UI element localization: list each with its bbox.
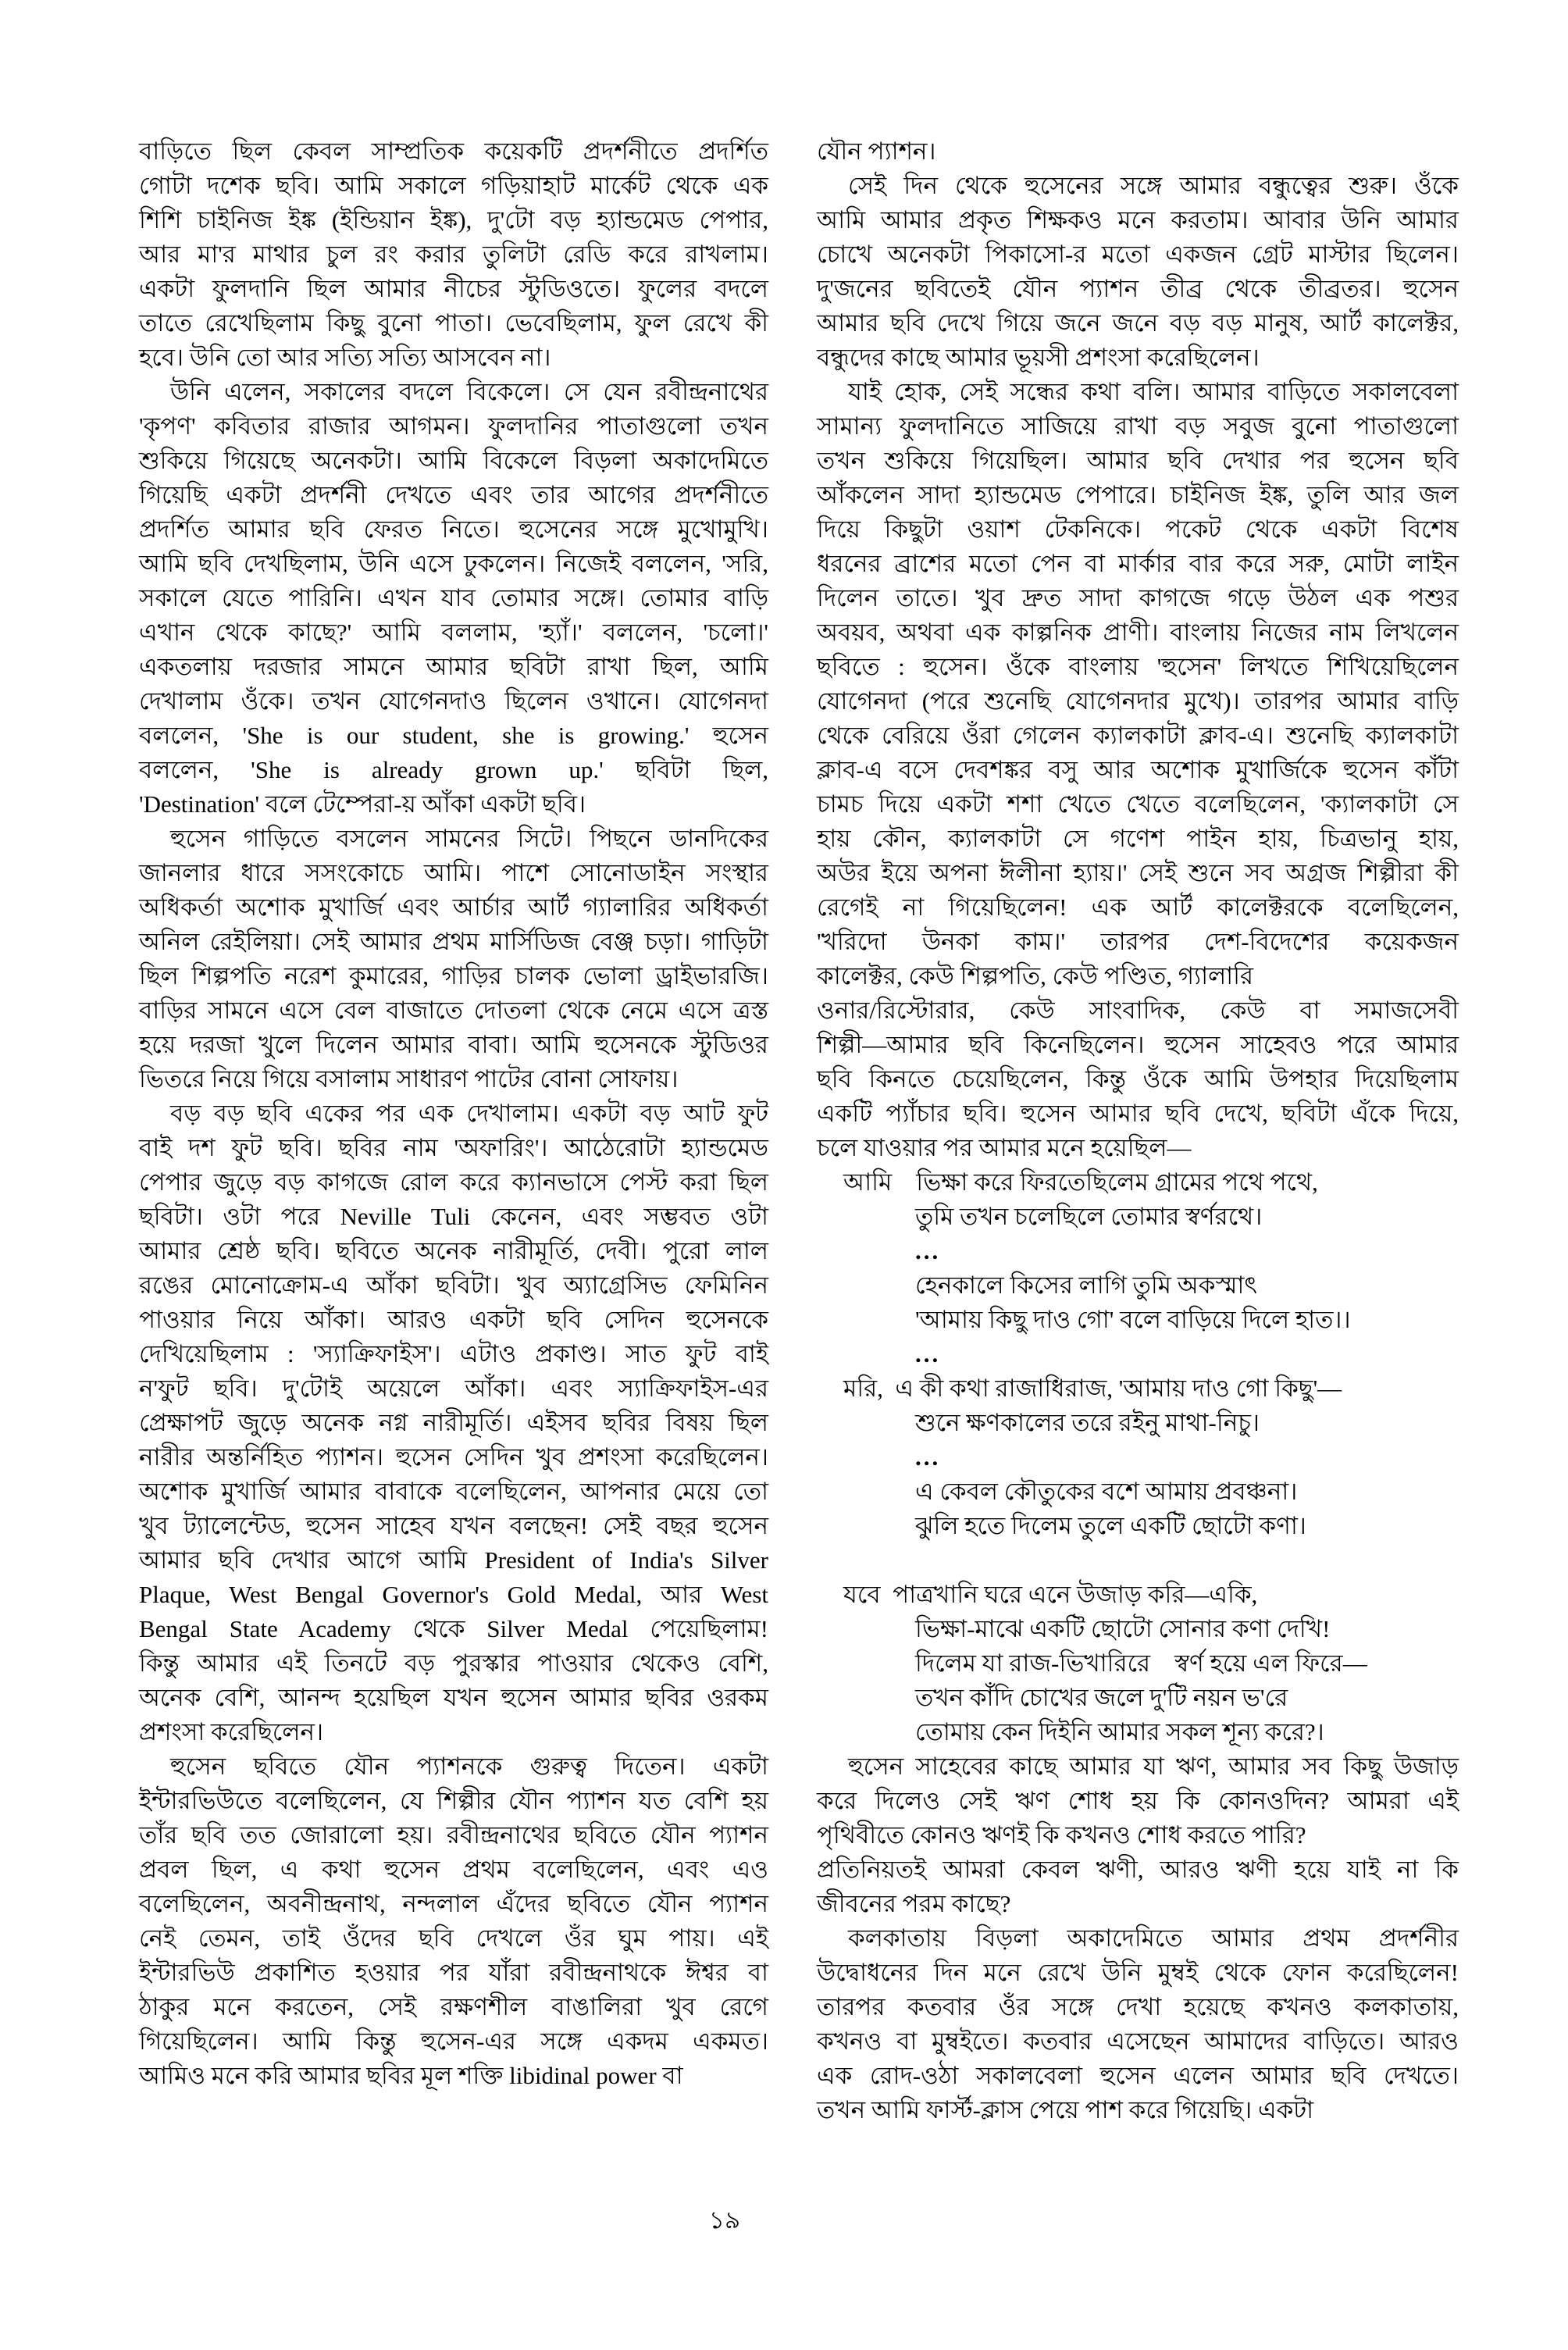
text-line: 'খরিদো উনকা কাম।' তারপর দেশ-বিদেশের কয়েকজন (817, 928, 1459, 955)
text-line: নারীর অন্তর্নিহিত প্যাশন। হুসেন সেদিন খুব প্রশংসা করেছিলেন। (139, 1443, 768, 1471)
stanza-spacer (817, 1543, 1459, 1578)
text-line: দেখিয়েছিলাম : 'স্যাক্রিফাইস'। এটাও প্রকাণ্ড। সাত ফুট বাই (139, 1340, 768, 1368)
text-line: ... (915, 1340, 941, 1368)
text-line: অনেক বেশি, আনন্দ হয়েছিল যখন হুসেন আমার ছবির ওরকম (139, 1684, 768, 1711)
text-line: বড় বড় ছবি একের পর এক দেখালাম। একটা বড় আট ফুট (170, 1100, 768, 1127)
text-line: তারপর কতবার ওঁর সঙ্গে দেখা হয়েছে কখনও কলকাতায়, (817, 1993, 1459, 2020)
text-line: মরি, এ কী কথা রাজাধিরাজ, 'আমায় দাও গো কিছু'— (843, 1375, 1342, 1402)
text-line: প্রেক্ষাপট জুড়ে অনেক নগ্ন নারীমূর্তি। এইসব ছবির বিষয় ছিল (139, 1409, 768, 1436)
text-line: 'আমায় কিছু দাও গো' বলে বাড়িয়ে দিলে হাত।। (915, 1306, 1351, 1333)
text-line: ... (915, 1237, 941, 1264)
text-line: Bengal State Academy থেকে Silver Medal পেয়েছিলাম! (139, 1615, 768, 1642)
text-line: চলে যাওয়ার পর আমার মনে হয়েছিল— (817, 1134, 1192, 1161)
text-line: দিয়ে কিছুটা ওয়াশ টেকনিকে। পকেট থেকে একটা বিশেষ (817, 515, 1459, 543)
text-line: পেপার জুড়ে বড় কাগজে রোল করে ক্যানভাসে পেস্ট করা ছিল (139, 1168, 768, 1196)
text-line: সকালে যেতে পারিনি। এখন যাব তোমার সঙ্গে। তোমার বাড়ি (139, 584, 768, 612)
text-line: আমি আমার প্রকৃত শিক্ষকও মনে করতাম। আবার উনি আমার (817, 206, 1459, 234)
text-line: থেকে বেরিয়ে ওঁরা গেলেন ক্যালকাটা ক্লাব-এ। শুনেছি ক্যালকাটা (817, 722, 1459, 749)
text-line: তুমি তখন চলেছিলে তোমার স্বর্ণরথে। (915, 1203, 1263, 1230)
text-line: অশোক মুখার্জি আমার বাবাকে বলেছিলেন, আপনার মেয়ে তো (139, 1478, 768, 1505)
text-line: আঁকলেন সাদা হ্যান্ডমেড পেপারে। চাইনিজ ইঙ্ক, তুলি আর জল (817, 481, 1459, 508)
text-column-left (139, 134, 768, 2093)
text-line: নেই তেমন, তাই ওঁদের ছবি দেখলে ওঁর ঘুম পায়। এই (139, 1924, 768, 1952)
text-line: শিল্পী—আমার ছবি কিনেছিলেন। হুসেন সাহেবও পরে আমার (817, 1031, 1459, 1058)
text-line: পাওয়ার নিয়ে আঁকা। আরও একটা ছবি সেদিন হুসেনকে (139, 1306, 768, 1333)
text-line: উনি এলেন, সকালের বদলে বিকেলে। সে যেন রবীন্দ্রনাথের (170, 378, 768, 405)
text-line: Plaque, West Bengal Governor's Gold Medal, আর West (139, 1581, 768, 1608)
text-line: দিলেন তাতে। খুব দ্রুত সাদা কাগজে গড়ে উঠল এক পশুর (817, 584, 1459, 612)
text-line: এ কেবল কৌতুকের বশে আমায় প্রবঞ্চনা। (915, 1478, 1298, 1505)
text-line: যৌন প্যাশন। (817, 137, 936, 165)
text-line: এক রোদ-ওঠা সকালবেলা হুসেন এলেন আমার ছবি দেখতে। (817, 2062, 1459, 2089)
text-line: ন'ফুট ছবি। দু'টোই অয়েলে আঁকা। এবং স্যাক্রিফাইস-এর (139, 1375, 768, 1402)
text-column-right (817, 134, 1459, 2127)
text-line: গোটা দশেক ছবি। আমি সকালে গড়িয়াহাট মার্কেট থেকে এক (139, 172, 768, 199)
text-line: হয়ে দরজা খুলে দিলেন আমার বাবা। আমি হুসেনকে স্টুডিওর (139, 1031, 768, 1058)
text-line: শুকিয়ে গিয়েছে অনেকটা। আমি বিকেলে বিড়লা অকাদেমিতে (139, 447, 768, 474)
text-line: বন্ধুদের কাছে আমার ভূয়সী প্রশংসা করেছিলেন। (817, 344, 1260, 371)
text-line: যোগেনদা (পরে শুনেছি যোগেনদার মুখে)। তারপর আমার বাড়ি (817, 687, 1459, 715)
text-line: আমি ছবি দেখছিলাম, উনি এসে ঢুকলেন। নিজেই বললেন, 'সরি, (139, 550, 768, 577)
text-line: তোমায় কেন দিইনি আমার সকল শূন্য করে?। (915, 1718, 1324, 1746)
text-line: একটা ফুলদানি ছিল আমার নীচের স্টুডিওতে। ফুলের বদলে (139, 275, 768, 302)
text-line: জীবনের পরম কাছে? (817, 1890, 1011, 1917)
text-line: বলেছিলেন, অবনীন্দ্রনাথ, নন্দলাল এঁদের ছবিতে যৌন প্যাশন (139, 1890, 768, 1917)
text-line: পৃথিবীতে কোনও ঋণই কি কখনও শোধ করতে পারি? (817, 1821, 1306, 1849)
text-line: প্রশংসা করেছিলেন। (139, 1718, 324, 1746)
text-line: তখন কাঁদি চোখের জলে দু'টি নয়ন ভ'রে (915, 1684, 1288, 1711)
text-line: গিয়েছিলেন। আমি কিন্তু হুসেন-এর সঙ্গে একদম একমত। (139, 2027, 768, 2055)
text-line: হায় কৌন, ক্যালকাটা সে গণেশ পাইন হায়, চিত্রভানু হায়, (817, 825, 1459, 852)
text-line: বললেন, 'She is already grown up.' ছবিটা ছিল, (139, 756, 768, 783)
text-line: হবে। উনি তো আর সত্যি সত্যি আসবেন না। (139, 344, 551, 371)
text-line: শুনে ক্ষণকালের তরে রইনু মাথা-নিচু। (915, 1409, 1260, 1436)
text-line: ছবিটা। ওটা পরে Neville Tuli কেনেন, এবং সম্ভবত ওটা (139, 1203, 768, 1230)
text-line: আমি ভিক্ষা করে ফিরতেছিলেম গ্রামের পথে পথে, (843, 1168, 1318, 1196)
text-line: 'Destination' বলে টেম্পেরা-য় আঁকা একটা ছবি। (139, 790, 586, 818)
text-line: তাঁর ছবি তত জোরালো হয়। রবীন্দ্রনাথের ছবিতে যৌন প্যাশন (139, 1821, 768, 1849)
text-line: সামান্য ফুলদানিতে সাজিয়ে রাখা বড় সবুজ বুনো পাতাগুলো (817, 412, 1459, 440)
text-line: অধিকর্তা অশোক মুখার্জি এবং আর্চার আর্ট গ্যালারির অধিকর্তা (139, 893, 768, 921)
text-line: রঙের মোনোক্রোম-এ আঁকা ছবিটা। খুব অ্যাগ্রেসিভ ফেমিনিন (139, 1271, 768, 1299)
text-line: হুসেন ছবিতে যৌন প্যাশনকে গুরুত্ব দিতেন। একটা (170, 1753, 768, 1780)
text-line: একতলায় দরজার সামনে আমার ছবিটা রাখা ছিল, আমি (139, 653, 768, 680)
text-line: বললেন, 'She is our student, she is growing.' হুসেন (139, 722, 768, 749)
text-line: ওনার/রিস্টোরার, কেউ সাংবাদিক, কেউ বা সমাজসেবী (817, 997, 1459, 1024)
text-line: চোখে অনেকটা পিকাসো-র মতো একজন গ্রেট মাস্টার ছিলেন। (817, 241, 1459, 268)
text-line: দিলেম যা রাজ-ভিখারিরে স্বর্ণ হয়ে এল ফিরে— (915, 1649, 1367, 1677)
text-line: আমার ছবি দেখে গিয়ে জনে জনে বড় বড় মানুষ, আর্ট কালেক্টর, (817, 309, 1459, 337)
text-line: ভিতরে নিয়ে গিয়ে বসালাম সাধারণ পাটের বোনা সোফায়। (139, 1065, 679, 1093)
text-line: আর মা'র মাথার চুল রং করার তুলিটা রেডি করে রাখলাম। (139, 241, 768, 268)
text-line: ধরনের ব্রাশের মতো পেন বা মার্কার বার করে সরু, মোটা লাইন (817, 550, 1459, 577)
text-line: আমিও মনে করি আমার ছবির মূল শক্তি libidinal power বা (139, 2062, 683, 2089)
text-line: কিন্তু আমার এই তিনটে বড় পুরস্কার পাওয়ার থেকেও বেশি, (139, 1649, 768, 1677)
text-line: কলকাতায় বিড়লা অকাদেমিতে আমার প্রথম প্রদর্শনীর (848, 1924, 1459, 1952)
text-line: ক্লাব-এ বসে দেবশঙ্কর বসু আর অশোক মুখার্জিকে হুসেন কাঁটা (817, 756, 1459, 783)
text-line: করে দিলেও সেই ঋণ শোধ হয় কি কোনওদিন? আমরা এই (817, 1787, 1459, 1814)
text-line: প্রবল ছিল, এ কথা হুসেন প্রথম বলেছিলেন, এবং এও (139, 1856, 768, 1883)
text-line: ইন্টারভিউতে বলেছিলেন, যে শিল্পীর যৌন প্যাশন যত বেশি হয় (139, 1787, 768, 1814)
text-line: অউর ইয়ে অপনা ঈলীনা হ্যায়।' সেই শুনে সব অগ্রজ শিল্পীরা কী (817, 859, 1459, 886)
text-line: জানলার ধারে সসংকোচে আমি। পাশে সোনোডাইন সংস্থার (139, 859, 768, 886)
text-line: গিয়েছি একটা প্রদর্শনী দেখতে এবং তার আগের প্রদর্শনীতে (139, 481, 768, 508)
text-line: এখান থেকে কাছে?' আমি বললাম, 'হ্যাঁ।' বললেন, 'চলো।' (139, 619, 768, 646)
text-line: ঠাকুর মনে করতেন, সেই রক্ষণশীল বাঙালিরা খুব রেগে (139, 1993, 768, 2020)
text-line: ঝুলি হতে দিলেম তুলে একটি ছোটো কণা। (915, 1512, 1306, 1539)
text-line: তাতে রেখেছিলাম কিছু বুনো পাতা। ভেবেছিলাম, ফুল রেখে কী (139, 309, 768, 337)
text-line: ভিক্ষা-মাঝে একটি ছোটো সোনার কণা দেখি! (915, 1615, 1331, 1642)
text-line: বাড়িতে ছিল কেবল সাম্প্রতিক কয়েকটি প্রদর্শনীতে প্রদর্শিত (139, 137, 768, 165)
text-line: দু'জনের ছবিতেই যৌন প্যাশন তীব্র থেকে তীব্রতর। হুসেন (817, 275, 1459, 302)
text-line: আমার ছবি দেখার আগে আমি President of India's Silver (139, 1546, 768, 1574)
text-line: আমার শ্রেষ্ঠ ছবি। ছবিতে অনেক নারীমূর্তি, দেবী। পুরো লাল (139, 1237, 768, 1264)
text-line: ইন্টারভিউ প্রকাশিত হওয়ার পর যাঁরা রবীন্দ্রনাথকে ঈশ্বর বা (139, 1959, 768, 1986)
text-line: অনিল রেইলিয়া। সেই আমার প্রথম মার্সিডিজ বেঞ্জ চড়া। গাড়িটা (139, 928, 768, 955)
text-line: হুসেন সাহেবের কাছে আমার যা ঋণ, আমার সব কিছু উজাড় (848, 1753, 1459, 1780)
text-line: তখন শুকিয়ে গিয়েছিল। আমার ছবি দেখার পর হুসেন ছবি (817, 447, 1459, 474)
text-line: ছবিতে : হুসেন। ওঁকে বাংলায় 'হুসেন' লিখতে শিখিয়েছিলেন (817, 653, 1459, 680)
text-line: হেনকালে কিসের লাগি তুমি অকস্মাৎ (915, 1271, 1257, 1299)
text-line: ছিল শিল্পপতি নরেশ কুমারের, গাড়ির চালক ভোলা ড্রাইভারজি। (139, 962, 768, 990)
text-line: চামচ দিয়ে একটা শশা খেতে খেতে বলেছিলেন, 'ক্যালকাটা সে (817, 790, 1459, 818)
text-line: শিশি চাইনিজ ইঙ্ক (ইন্ডিয়ান ইঙ্ক), দু'টো বড় হ্যান্ডমেড পেপার, (139, 206, 768, 234)
text-line: ... (915, 1443, 941, 1471)
text-line: প্রদর্শিত আমার ছবি ফেরত নিতে। হুসেনের সঙ্গে মুখোমুখি। (139, 515, 768, 543)
text-line: বাড়ির সামনে এসে বেল বাজাতে দোতলা থেকে নেমে এসে ত্রস্ত (139, 997, 768, 1024)
text-line: যাই হোক, সেই সন্ধের কথা বলি। আমার বাড়িতে সকালবেলা (848, 378, 1459, 405)
text-line: হুসেন গাড়িতে বসলেন সামনের সিটে। পিছনে ডানদিকের (170, 825, 768, 852)
text-line: একটি প্যাঁচার ছবি। হুসেন আমার ছবি দেখে, ছবিটা এঁকে দিয়ে, (817, 1100, 1459, 1127)
text-line: দেখালাম ওঁকে। তখন যোগেনদাও ছিলেন ওখানে। যোগেনদা (139, 687, 768, 715)
text-line: অবয়ব, অথবা এক কাল্পনিক প্রাণী। বাংলায় নিজের নাম লিখলেন (817, 619, 1459, 646)
text-line: 'কৃপণ' কবিতার রাজার আগমন। ফুলদানির পাতাগুলো তখন (139, 412, 768, 440)
text-line: কখনও বা মুম্বইতে। কতবার এসেছেন আমাদের বাড়িতে। আরও (817, 2027, 1459, 2055)
text-line: উদ্বোধনের দিন মনে রেখে উনি মুম্বই থেকে ফোন করেছিলেন! (817, 1959, 1459, 1986)
page-number: ১৯ (708, 2206, 741, 2234)
text-line: খুব ট্যালেন্টেড, হুসেন সাহেব যখন বলছেন! সেই বছর হুসেন (139, 1512, 768, 1539)
text-line: ছবি কিনতে চেয়েছিলেন, কিন্তু ওঁকে আমি উপহার দিয়েছিলাম (817, 1065, 1459, 1093)
text-line: বাই দশ ফুট ছবি। ছবির নাম 'অফারিং'। আঠেরোটা হ্যান্ডমেড (139, 1134, 768, 1161)
text-line: রেগেই না গিয়েছিলেন! এক আর্ট কালেক্টরকে বলেছিলেন, (817, 893, 1459, 921)
text-line: সেই দিন থেকে হুসেনের সঙ্গে আমার বন্ধুত্বের শুরু। ওঁকে (848, 172, 1459, 199)
text-line: কালেক্টর, কেউ শিল্পপতি, কেউ পণ্ডিত, গ্যালারি (817, 962, 1254, 990)
text-line: যবে পাত্রখানি ঘরে এনে উজাড় করি—একি, (843, 1581, 1258, 1608)
text-line: তখন আমি ফার্স্ট-ক্লাস পেয়ে পাশ করে গিয়েছি। একটা (817, 2096, 1314, 2124)
text-line: প্রতিনিয়তই আমরা কেবল ঋণী, আরও ঋণী হয়ে যাই না কি (817, 1856, 1459, 1883)
